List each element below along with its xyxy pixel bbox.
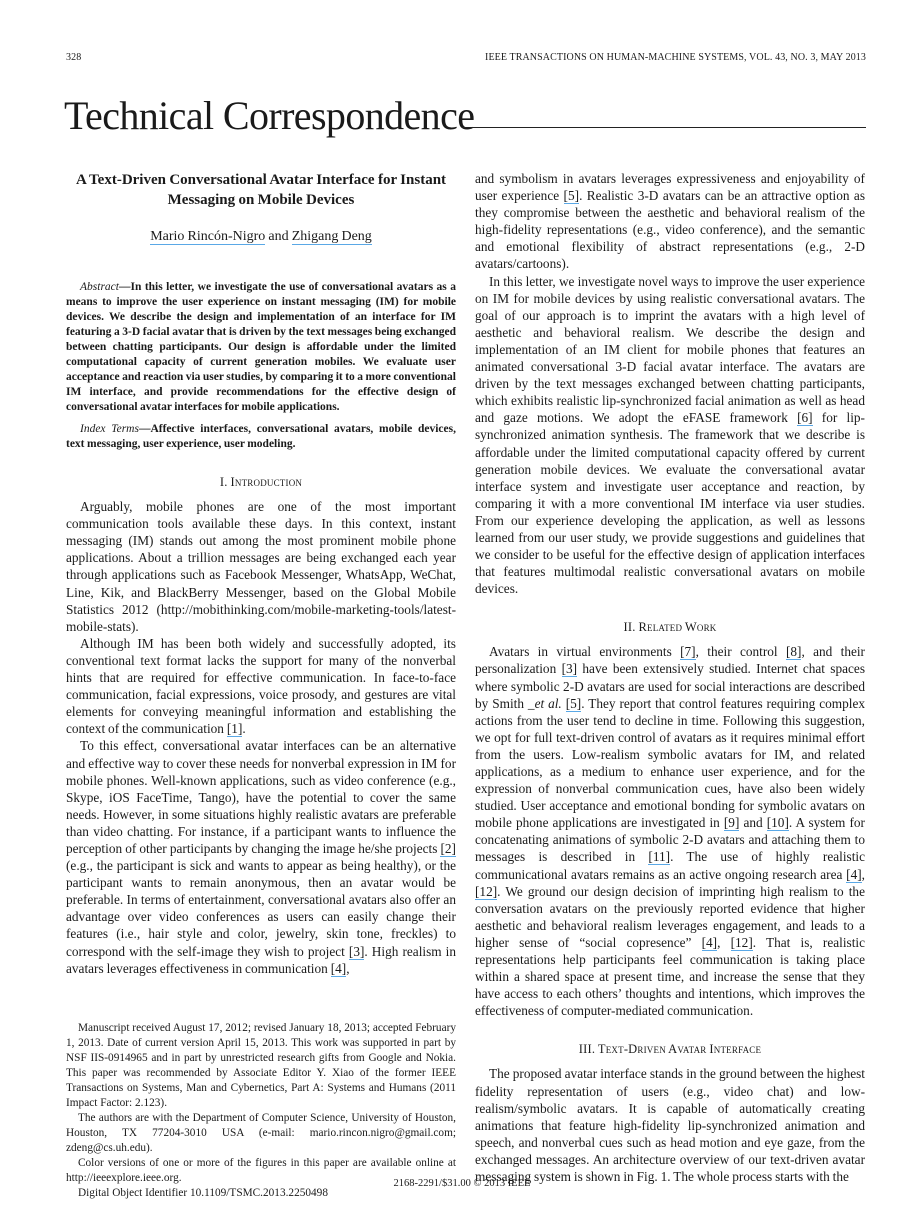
footnote-color: Color versions of one or more of the figures in this paper are available online at http://ieeexplore.ieee.org. bbox=[66, 1156, 456, 1184]
title-rule bbox=[462, 127, 866, 128]
paragraph-text: . bbox=[242, 721, 246, 737]
section-title: Technical Correspondence bbox=[64, 93, 475, 138]
paragraph-text: The proposed avatar interface stands in the ground between the highest fidelity representation of users (e.g., video chat) and low-realism/symbolic avatars. It is capable of automatically creating animations that feature high-fidelity lip-synchronized animation and speech, and nonverbal cues such as head motion and eye gaze, from the exchanged messages. An architecture overview of our text-driven avatar messaging system is shown in Fig. 1. The whole process starts with the bbox=[475, 1066, 865, 1184]
paper-title: A Text-Driven Conversational Avatar Interface for Instant Messaging on Mobile Devices bbox=[75, 172, 447, 208]
citation-link[interactable]: [4] bbox=[701, 934, 718, 950]
paragraph-text: , bbox=[346, 960, 350, 976]
author-link[interactable]: Mario Rincón-Nigro bbox=[150, 229, 266, 244]
index-terms-label: Index Terms bbox=[80, 423, 139, 436]
right-column bbox=[475, 170, 865, 1185]
interface-body bbox=[475, 1065, 865, 1185]
citation-link[interactable]: [12] bbox=[730, 934, 753, 950]
section-heading-introduction bbox=[66, 474, 456, 490]
section-number: II. bbox=[623, 620, 639, 635]
introduction-body bbox=[66, 498, 456, 977]
section-title-text: Related Work bbox=[638, 620, 717, 635]
section-number: III. bbox=[578, 1042, 598, 1057]
footnote-manuscript: Manuscript received August 17, 2012; revised January 18, 2013; accepted February 1, 2013. Date of current version April 15, 2013. This work was supported in part by NSF IIS-0914965 and in part by unrestricted research gifts from Google and Nokia. This paper was recommended by Associate Editor Y. Xiao of the former IEEE Transactions on Systems, Man and Cybernetics, Part A: Systems and Humans (2011 Impact Factor: 2.123). bbox=[66, 1021, 456, 1109]
paragraph-text: . A system for concatenating animations of symbolic 2-D avatars and attaching them to messages is described in bbox=[475, 815, 865, 865]
abstract bbox=[66, 280, 456, 415]
section-heading-interface bbox=[475, 1041, 865, 1057]
paragraph-text: In this letter, we investigate novel ways to improve the user experience on IM for mobile devices by using realistic conversational avatars. The goal of our approach is to imprint the avatars with a high level of aesthetic and behavioral realism. We describe the design and implementation of an IM client for mobile phones that features an animated conversational 3-D facial avatar interface. The avatars are driven by the text messages exchanged between chatting participants, which exhibits realistic lip-synchronized facial animation as well as head and gaze motions. We adopt the eFASE framework bbox=[475, 273, 865, 426]
citation-link[interactable]: [2] bbox=[440, 840, 456, 856]
left-column bbox=[66, 170, 456, 1201]
paragraph-text: . They report that control features requiring complex actions from the user tend to decline in time. Following this suggestion, we opt for full text-driven control of avatars as it requires minimal effort from the users. Low-realism symbolic avatars for IM, and related applications, as a medium to enhance user experience, and for the expression of nonverbal communication cues, have also been widely studied. User acceptance and emotional bonding for symbolic avatars on mobile phone applications are investigated in bbox=[475, 695, 865, 831]
body-paragraph bbox=[475, 273, 865, 598]
paragraph-text: . The use of highly realistic communicational avatars remains as an active ongoing research area bbox=[475, 849, 866, 882]
page-number: 328 bbox=[66, 52, 82, 63]
paragraph-text: . Realistic 3-D avatars can be an attractive option as they compromise between the aesthetic and behavioral realism of the high-fidelity representations (e.g., video conference), and the semantic and emotional flexibility of abstract representations (e.g., 2-D avatars/cartoons). bbox=[475, 188, 865, 272]
citation-link[interactable]: [4] bbox=[846, 866, 862, 882]
index-terms bbox=[66, 422, 456, 452]
paragraph-text: have been extensively studied. Internet chat spaces where symbolic 2-D avatars are used for social interactions are described by Smith bbox=[475, 661, 866, 711]
body-paragraph bbox=[66, 737, 456, 976]
italic-text: _et al. bbox=[527, 695, 562, 711]
citation-link[interactable]: [9] bbox=[723, 815, 740, 831]
body-paragraph bbox=[475, 643, 865, 1019]
author-separator: and bbox=[265, 229, 292, 244]
citation-link[interactable]: [12] bbox=[475, 883, 498, 899]
paragraph-text: , bbox=[861, 866, 865, 882]
footnote-affiliation: The authors are with the Department of Computer Science, University of Houston, Houston, TX 77204-3010 USA (e-mail: mario.rincon.nigro@gmail.com; zdeng@cs.uh.edu). bbox=[66, 1111, 456, 1154]
copyright-footer: 2168-2291/$31.00 © 2013 IEEE bbox=[393, 1178, 531, 1189]
paragraph-text: . That is, realistic representations help participants feel communication is taking place within a shared space at present time, and increase the sense that they have access to each others’ thoughts and intentions, which improves the effectiveness of computer-mediated communication. bbox=[475, 934, 865, 1019]
paragraph-text: . High realism in avatars leverages effectiveness in communication bbox=[66, 943, 457, 976]
paragraph-text: , bbox=[717, 934, 731, 950]
abstract-label: Abstract bbox=[80, 281, 119, 294]
section-heading-related-work bbox=[475, 619, 865, 635]
section-title-text: Introduction bbox=[230, 475, 303, 490]
paragraph-text: and symbolism in avatars leverages expressiveness and enjoyability of user experience bbox=[475, 171, 865, 204]
body-paragraph bbox=[475, 1065, 865, 1185]
citation-link[interactable]: [3] bbox=[348, 943, 365, 959]
body-paragraph bbox=[66, 498, 456, 635]
paragraph-text: Arguably, mobile phones are one of the most important communication tools available these days. In this context, instant messaging (IM) stands out among the most prominent mobile phone applications. About a trillion messages are being exchanged each year through applications such as Facebook Messenger, WhatsApp, WeChat, Line, Kik, and BlackBerry Messenger, based on the Global Mobile Statistics 2012 (http://mobithinking.com/mobile-marketing-tools/latest-mobile-stats). bbox=[66, 499, 456, 634]
citation-link[interactable]: [3] bbox=[561, 661, 578, 677]
paragraph-text: . We ground our design decision of imprinting high realism to the conversation avatars on the previously reported evidence that higher aesthetic and behavioral realism leverages engagement, and leads to a higher sense of “social copresence” bbox=[475, 883, 865, 950]
body-paragraph bbox=[475, 170, 865, 273]
author-line bbox=[66, 228, 456, 245]
citation-link[interactable]: [10] bbox=[766, 815, 789, 831]
citation-link[interactable]: [11] bbox=[648, 849, 671, 865]
footnote-doi: Digital Object Identifier 10.1109/TSMC.2013.2250498 bbox=[78, 1186, 328, 1199]
citation-link[interactable]: [7] bbox=[680, 644, 696, 660]
citation-link[interactable]: [4] bbox=[330, 960, 347, 976]
paragraph-text: Avatars in virtual environments bbox=[489, 644, 681, 660]
introduction-body-continued bbox=[475, 170, 865, 597]
paragraph-text: (e.g., the participant is sick and wants to appear as being healthy), or the participant wants to remain anonymous, then an avatar would be preferable. In terms of entertainment, conversational avatars also offer an advantage over video conferences as users can easily change their features (i.e., hair style and color, jewelry, skin tone, freckles) to correspond with the self-image they wish to project bbox=[66, 858, 456, 959]
citation-link[interactable]: [5] bbox=[565, 695, 582, 711]
citation-link[interactable]: [8] bbox=[785, 644, 802, 660]
paragraph-text: for lip-synchronized animation synthesis. The framework that we describe is affordable under the limited computational capacity offered by current generation mobile devices. We evaluate the conversational avatar interface system and investigate user acceptance and reaction, by comparing it with a more conventional IM interface via user studies. From our experience developing the application, as well as lessons learned from our user study, we provide suggestions and guidelines that we consider to be useful for the effective design of application interfaces that features multimodal realistic conversational avatars on mobile devices. bbox=[475, 410, 865, 597]
citation-link[interactable]: [1] bbox=[226, 721, 243, 737]
footnotes bbox=[66, 1021, 456, 1201]
citation-link[interactable]: [6] bbox=[797, 410, 813, 426]
paragraph-text: To this effect, conversational avatar interfaces can be an alternative and effective way to cover these needs for nonverbal expression in IM for mobile phones. Well-known applications, such as video conference (e.g., Skype, iOS FaceTime, Tango), have the potential to cover the same needs. However, in some situations highly realistic avatars are preferable than video chatting. For instance, if a participant wants to influence the perception of other participants by changing the image he/she projects bbox=[66, 738, 456, 856]
citation-link[interactable]: [5] bbox=[563, 188, 580, 204]
author-link[interactable]: Zhigang Deng bbox=[291, 229, 372, 244]
index-terms-text: —Affective interfaces, conversational avatars, mobile devices, text messaging, user experience, user modeling. bbox=[66, 423, 456, 451]
section-number: I. bbox=[219, 475, 231, 490]
paragraph-text: , and their personalization bbox=[475, 644, 865, 677]
body-paragraph bbox=[66, 635, 456, 738]
related-work-body bbox=[475, 643, 865, 1019]
paragraph-text: and bbox=[739, 815, 767, 831]
paragraph-text: Although IM has been both widely and successfully adopted, its conventional text format lacks the support for many of the nonverbal hints that are required for effective communication. In face-to-face communication, facial expressions, voice prosody, and gestures are vital elements for conveying meaningful information and establishing the context of the communication bbox=[66, 635, 456, 737]
journal-header: IEEE TRANSACTIONS ON HUMAN-MACHINE SYSTEMS, VOL. 43, NO. 3, MAY 2013 bbox=[485, 52, 866, 63]
section-title-text: Text-Driven Avatar Interface bbox=[597, 1042, 762, 1057]
paragraph-text: , their control bbox=[695, 644, 786, 660]
abstract-text: —In this letter, we investigate the use of conversational avatars as a means to improve the user experience on instant messaging (IM) for mobile devices. We describe the design and implementation of an interface for IM featuring a 3-D facial avatar that is driven by the text messages being exchanged between chatting participants. Our design is affordable under the limited computational capacity of current generation mobiles. We evaluate user acceptance and reaction via user studies, by comparing it to a more conventional IM interface, and provide recommendations for the effective design of conversational avatar interfaces for mobile applications. bbox=[66, 281, 456, 414]
